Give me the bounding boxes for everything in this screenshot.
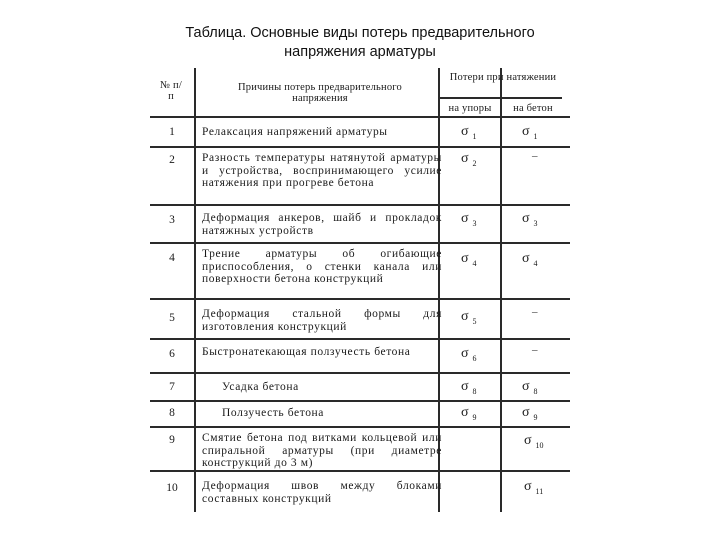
row-number: 6 <box>169 348 175 360</box>
loss-symbol-concrete: σ $_4$ <box>522 251 538 268</box>
row-rule <box>150 400 570 402</box>
loss-symbol-concrete: σ $_{11}$ <box>524 479 544 496</box>
loss-symbol-concrete: σ $_9$ <box>522 405 538 422</box>
row-cause: Деформация швов между блоками составных конструкций <box>202 480 442 505</box>
loss-symbol-supports: σ $_9$ <box>461 405 477 422</box>
row-cause: Усадка бетона <box>222 381 299 393</box>
loss-symbol-supports: σ $_1$ <box>461 124 477 141</box>
loss-symbol-concrete: σ $_8$ <box>522 379 538 396</box>
column-divider-3 <box>500 68 502 512</box>
row-cause: Смятие бетона под витками кольцевой или спиральной арматуры (при диаметре конструкций до 3 м) <box>202 432 442 469</box>
caption-line-2: напряжения арматуры <box>284 44 436 60</box>
row-number: 3 <box>169 214 175 226</box>
loss-symbol-concrete: σ $_3$ <box>522 211 538 228</box>
header-losses: Потери при натяжении <box>449 72 557 83</box>
row-number: 8 <box>169 407 175 419</box>
no-loss-dash: – <box>532 150 538 162</box>
row-cause: Деформация анкеров, шайб и прокладок натяжных устройств <box>202 212 442 237</box>
loss-symbol-supports: σ $_6$ <box>461 346 477 363</box>
row-rule <box>150 372 570 374</box>
column-divider-1 <box>194 68 196 512</box>
loss-symbol-supports: σ $_2$ <box>461 151 477 168</box>
row-cause: Быстронатекающая ползучесть бетона <box>202 346 411 358</box>
table-caption <box>0 24 720 62</box>
row-number: 7 <box>169 381 175 393</box>
loss-symbol-concrete: σ $_1$ <box>522 124 538 141</box>
header-rule <box>150 116 570 118</box>
header-on-supports: на упоры <box>448 103 492 114</box>
scanned-table <box>150 66 570 512</box>
row-rule <box>150 426 570 428</box>
row-number: 10 <box>166 482 178 494</box>
row-number: 2 <box>169 154 175 166</box>
row-cause: Трение арматуры об огибающие приспособления, о стенки канала или поверхности бетона конструкций <box>202 248 442 285</box>
no-loss-dash: – <box>532 306 538 318</box>
header-number: № п/п <box>160 80 182 102</box>
row-rule <box>150 146 570 148</box>
losses-subheader-rule <box>440 97 562 99</box>
row-rule <box>150 204 570 206</box>
caption-line-1: Таблица. Основные виды потерь предварительного <box>185 25 535 41</box>
row-cause: Деформация стальной формы для изготовления конструкций <box>202 308 442 333</box>
row-number: 4 <box>169 252 175 264</box>
row-rule <box>150 298 570 300</box>
loss-symbol-supports: σ $_5$ <box>461 309 477 326</box>
loss-symbol-supports: σ $_3$ <box>461 211 477 228</box>
row-cause: Разность температуры натянутой арматуры и устройства, воспринимающего усилие натяжения при прогреве бетона <box>202 152 442 189</box>
row-cause: Релаксация напряжений арматуры <box>202 126 388 138</box>
loss-symbol-supports: σ $_4$ <box>461 251 477 268</box>
loss-symbol-concrete: σ $_{10}$ <box>524 433 544 450</box>
row-rule <box>150 470 570 472</box>
header-on-concrete: на бетон <box>513 103 553 114</box>
row-rule <box>150 242 570 244</box>
row-cause: Ползучесть бетона <box>222 407 325 419</box>
no-loss-dash: – <box>532 344 538 356</box>
row-rule <box>150 338 570 340</box>
header-cause: Причины потерь предварительного напряжения <box>237 82 403 104</box>
row-number: 5 <box>169 312 175 324</box>
row-number: 1 <box>169 126 175 138</box>
row-number: 9 <box>169 434 175 446</box>
loss-symbol-supports: σ $_8$ <box>461 379 477 396</box>
